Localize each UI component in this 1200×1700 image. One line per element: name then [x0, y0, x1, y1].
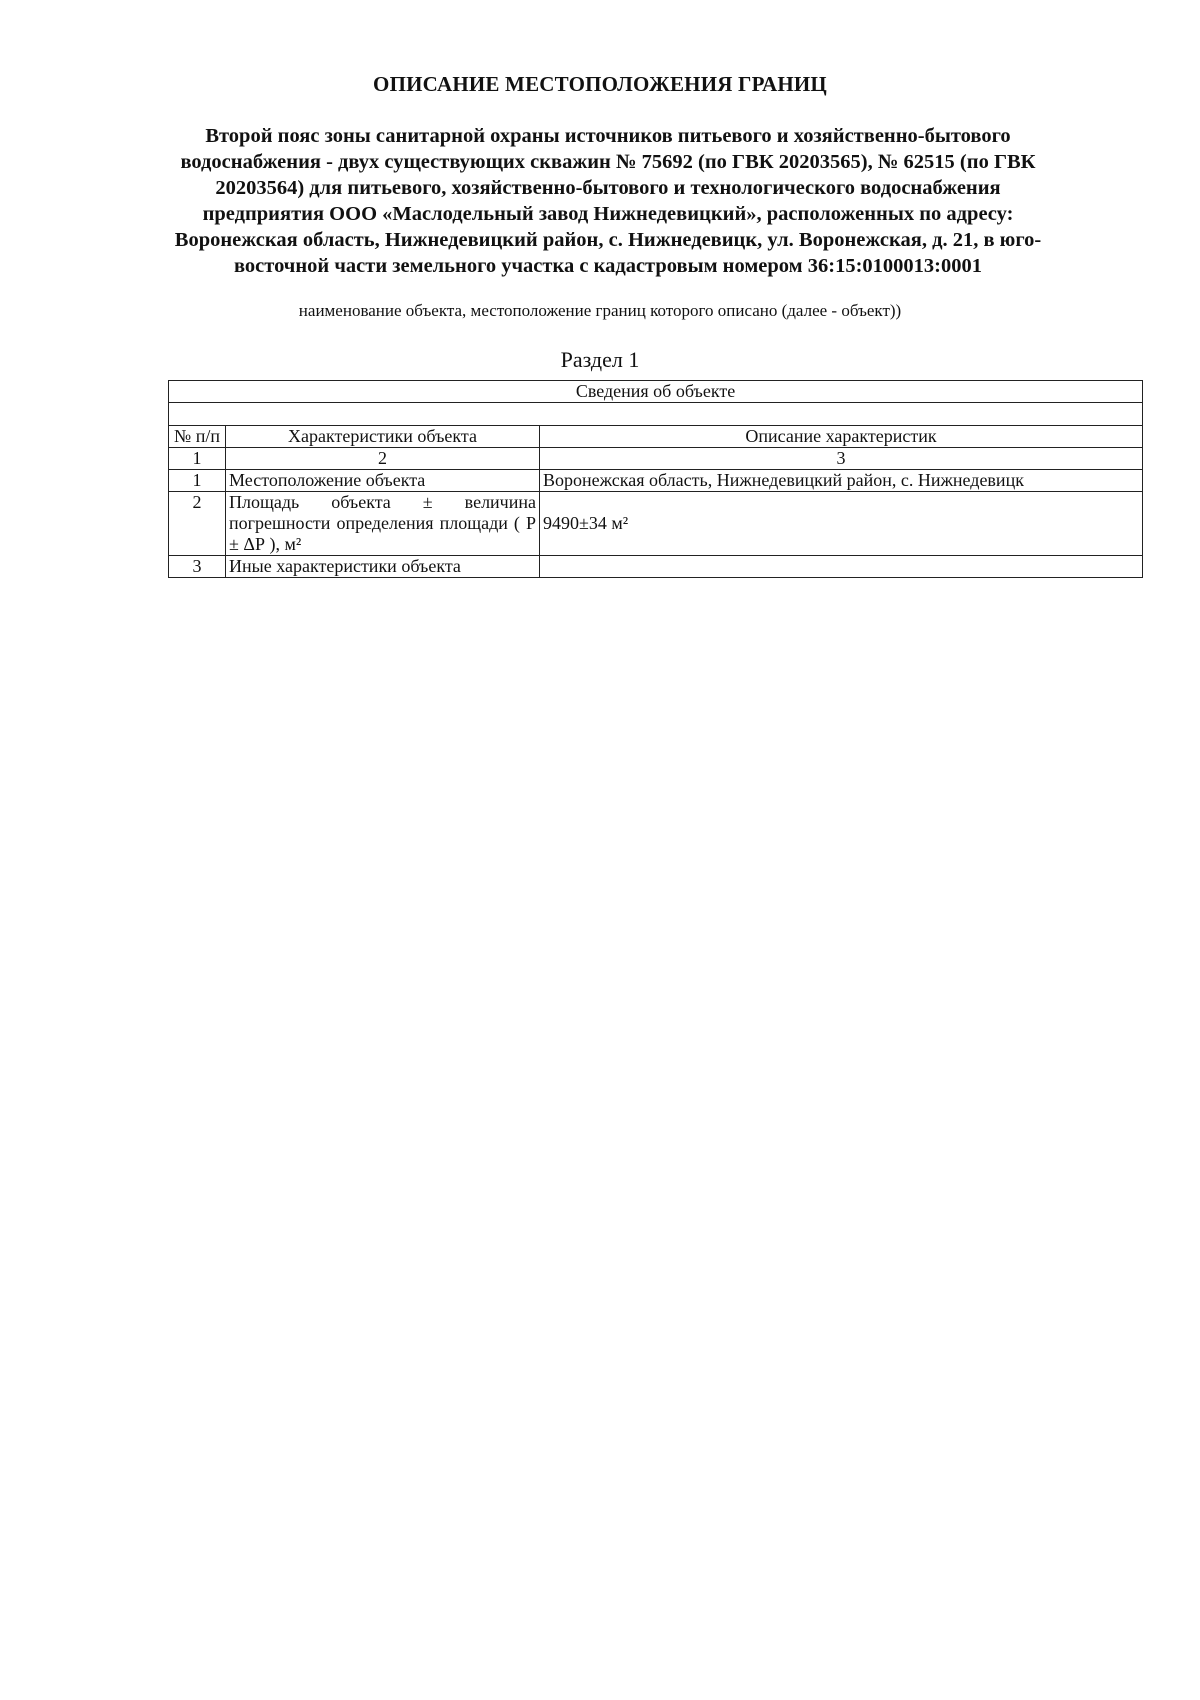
table-row	[169, 492, 1143, 556]
row-characteristic: Иные характеристики объекта	[226, 556, 540, 578]
document-title: ОПИСАНИЕ МЕСТОПОЛОЖЕНИЯ ГРАНИЦ	[373, 72, 827, 96]
subject-line: предприятия ООО «Маслодельный завод Нижнедевицкий», расположенных по адресу:	[202, 203, 1014, 225]
column-number: 3	[540, 448, 1143, 470]
table-spacer-row	[169, 403, 1143, 426]
row-description	[540, 556, 1143, 578]
object-subject	[168, 123, 1048, 279]
row-num: 1	[169, 470, 226, 492]
header-characteristic: Характеристики объекта	[226, 426, 540, 448]
row-description: Воронежская область, Нижнедевицкий район, с. Нижнедевицк	[540, 470, 1143, 492]
subject-line: 20203564) для питьевого, хозяйственно-бытового и технологического водоснабжения	[215, 177, 1001, 199]
column-number: 2	[226, 448, 540, 470]
table-spacer-cell	[169, 403, 1143, 426]
table-row	[169, 556, 1143, 578]
table-row	[169, 470, 1143, 492]
subject-line: восточной части земельного участка с кадастровым номером 36:15:0100013:0001	[234, 255, 982, 277]
column-number: 1	[169, 448, 226, 470]
table-title: Сведения об объекте	[169, 381, 1143, 403]
subject-caption: наименование объекта, местоположение границ которого описано (далее - объект))	[298, 301, 902, 320]
row-num: 2	[169, 492, 226, 556]
table-header-row	[169, 426, 1143, 448]
row-description: 9490±34 м²	[540, 492, 1143, 556]
object-info-table	[168, 380, 1143, 578]
row-num: 3	[169, 556, 226, 578]
section-title: Раздел 1	[560, 347, 640, 372]
subject-line: Второй пояс зоны санитарной охраны источников питьевого и хозяйственно-бытового	[205, 125, 1011, 147]
column-number-row	[169, 448, 1143, 470]
table-title-row	[169, 381, 1143, 403]
header-num: № п/п	[169, 426, 226, 448]
subject-line: Воронежская область, Нижнедевицкий район, с. Нижнедевицк, ул. Воронежская, д. 21, в юго-	[174, 229, 1042, 251]
subject-line: водоснабжения - двух существующих скважин № 75692 (по ГВК 20203565), № 62515 (по ГВК	[180, 151, 1036, 173]
header-description: Описание характеристик	[540, 426, 1143, 448]
row-characteristic: Площадь объекта ± величина погрешности определения площади ( Р ± ΔР ), м²	[226, 492, 540, 556]
row-characteristic: Местоположение объекта	[226, 470, 540, 492]
